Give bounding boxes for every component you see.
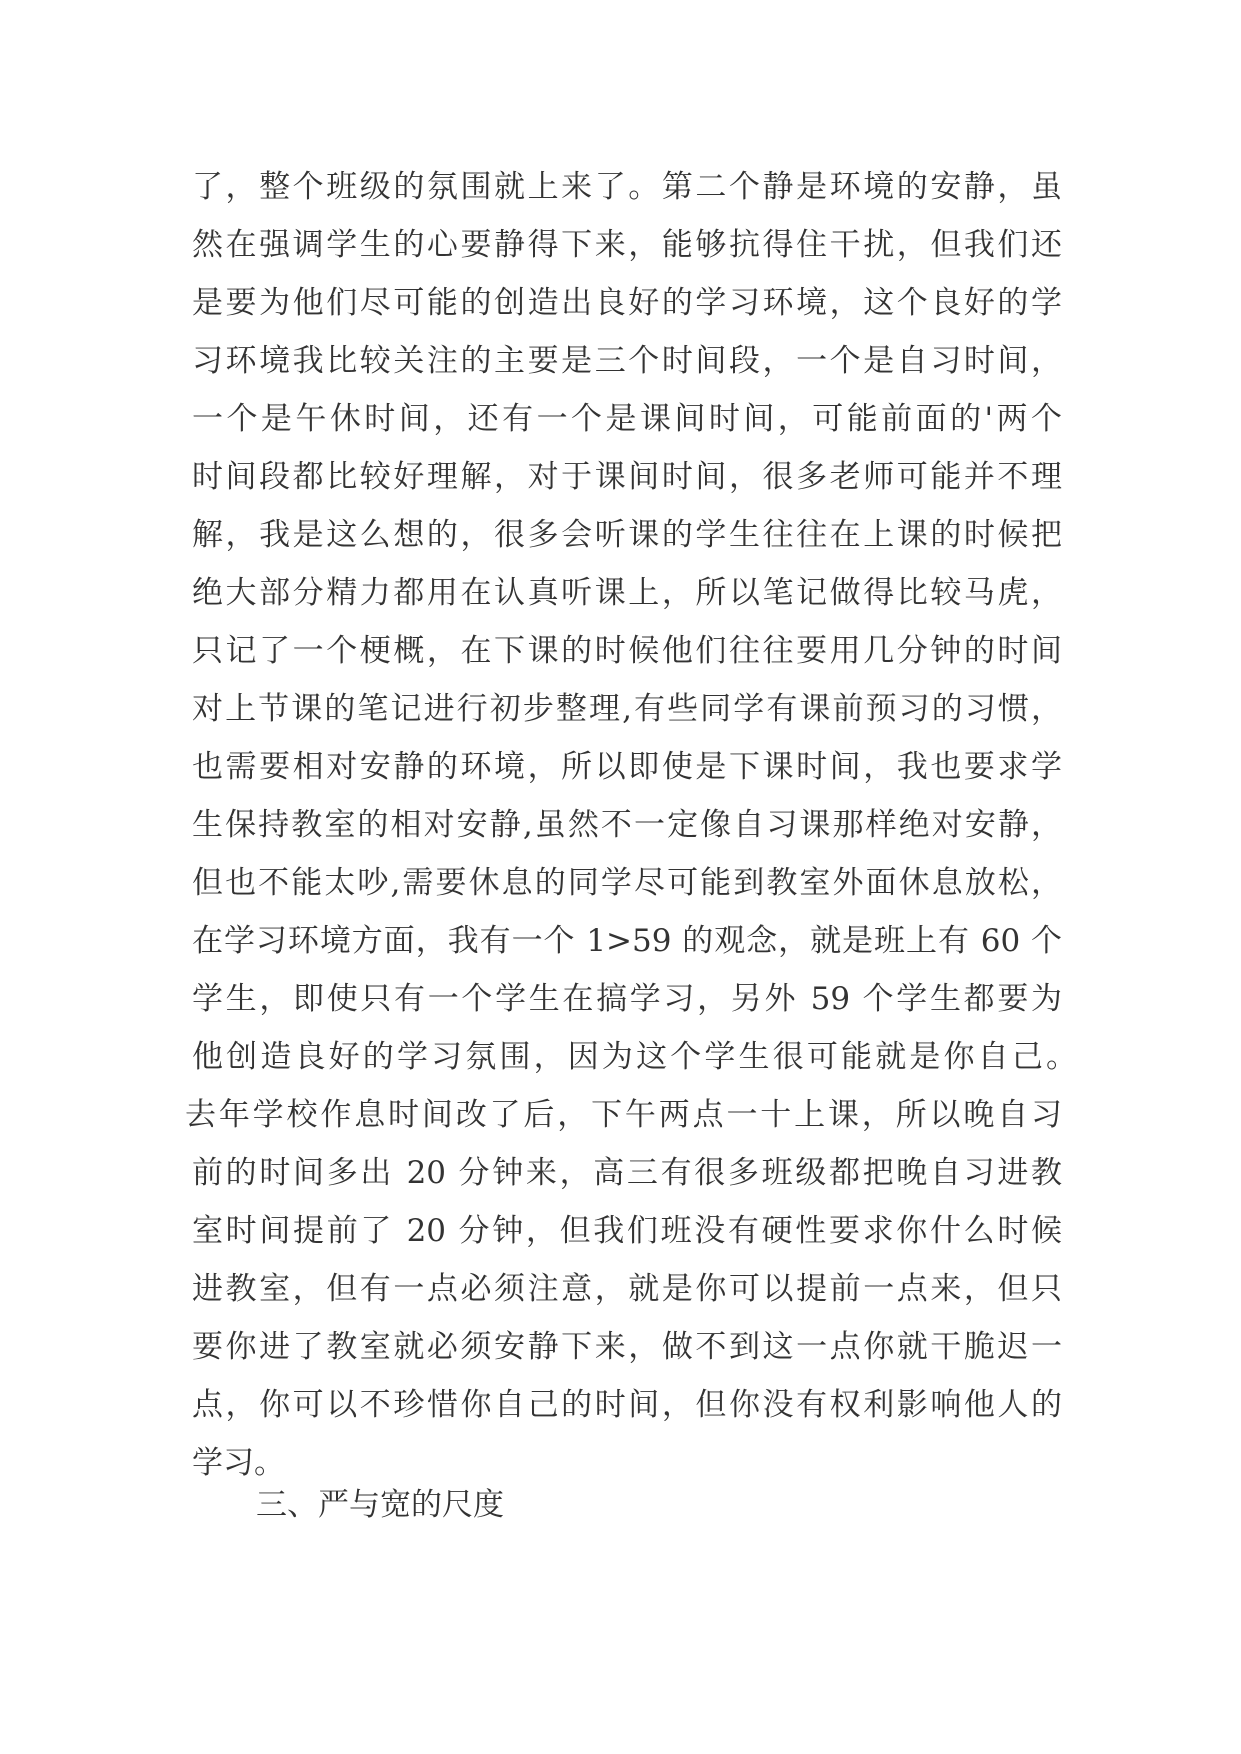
- text-line-20: 进教室，但有一点必须注意，就是你可以提前一点来，但只: [192, 1271, 1062, 1307]
- body-paragraph: [185, 158, 1077, 1492]
- text-line-6: 时间段都比较好理解，对于课间时间，很多老师可能并不理: [192, 459, 1062, 495]
- text-line-1: 了，整个班级的氛围就上来了。第二个静是环境的安静，虽: [192, 169, 1062, 205]
- text-line-21: 要你进了教室就必须安静下来，做不到这一点你就干脆迟一: [192, 1329, 1062, 1365]
- text-line-8: 绝大部分精力都用在认真听课上，所以笔记做得比较马虎，: [192, 575, 1062, 611]
- text-line-18: 前的时间多出 20 分钟来，高三有很多班级都把晚自习进教: [192, 1155, 1062, 1191]
- text-line-5: 一个是午休时间，还有一个是课间时间，可能前面的'两个: [192, 401, 1062, 437]
- text-line-12: 生保持教室的相对安静,虽然不一定像自习课那样绝对安静，: [192, 807, 1062, 843]
- text-line-23: 学习。: [192, 1445, 285, 1481]
- text-line-19: 室时间提前了 20 分钟，但我们班没有硬性要求你什么时候: [192, 1213, 1062, 1249]
- section-heading: 三、严与宽的尺度: [256, 1487, 504, 1523]
- text-line-13: 但也不能太吵,需要休息的同学尽可能到教室外面休息放松，: [192, 865, 1062, 901]
- text-line-10: 对上节课的笔记进行初步整理,有些同学有课前预习的习惯，: [192, 691, 1062, 727]
- text-line-14: 在学习环境方面，我有一个 1>59 的观念，就是班上有 60 个: [192, 923, 1062, 959]
- text-line-15: 学生，即使只有一个学生在搞学习，另外 59 个学生都要为: [192, 981, 1062, 1017]
- text-line-2: 然在强调学生的心要静得下来，能够抗得住干扰，但我们还: [192, 227, 1062, 263]
- text-line-16: 他创造良好的学习氛围，因为这个学生很可能就是你自己。: [192, 1039, 1077, 1075]
- text-line-17: 去年学校作息时间改了后，下午两点一十上课，所以晚自习: [185, 1097, 1062, 1133]
- text-line-22: 点，你可以不珍惜你自己的时间，但你没有权利影响他人的: [192, 1387, 1062, 1423]
- text-line-9: 只记了一个梗概，在下课的时候他们往往要用几分钟的时间: [192, 633, 1062, 669]
- text-line-7: 解，我是这么想的，很多会听课的学生往往在上课的时候把: [192, 517, 1062, 553]
- text-line-3: 是要为他们尽可能的创造出良好的学习环境，这个良好的学: [192, 285, 1062, 321]
- text-line-4: 习环境我比较关注的主要是三个时间段，一个是自习时间，: [192, 343, 1062, 379]
- text-line-11: 也需要相对安静的环境，所以即使是下课时间，我也要求学: [192, 749, 1062, 785]
